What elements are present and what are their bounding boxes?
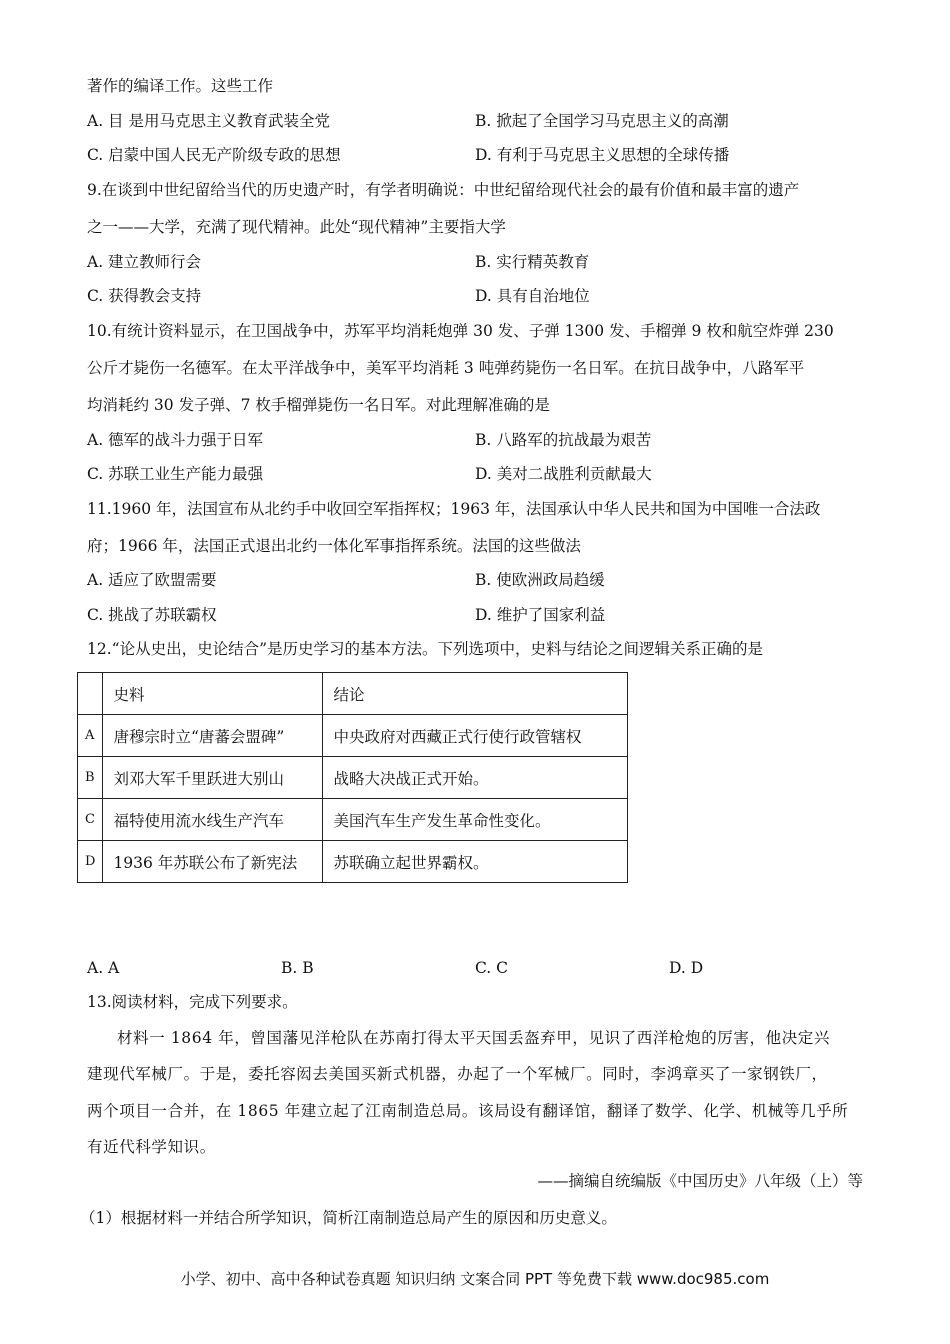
row-conclusion: 苏联确立起世界霸权。 xyxy=(323,841,628,883)
row-key: A xyxy=(78,715,103,757)
row-key: C xyxy=(78,799,103,841)
q9-option-c: C. 获得教会支持 xyxy=(87,287,202,305)
row-conclusion: 战略大决战正式开始。 xyxy=(323,757,628,799)
q9-option-a: A. 建立教师行会 xyxy=(87,253,202,271)
q12-stem: 12.“论从史出，史论结合”是历史学习的基本方法。下列选项中，史料与结论之间逻辑关系正确的是 xyxy=(87,640,764,658)
row-conclusion: 美国汽车生产发生革命性变化。 xyxy=(323,799,628,841)
q13-material-line-1: 材料一 1864 年，曾国藩见洋枪队在苏南打得太平天国丢盔弃甲，见识了西洋枪炮的厉害，他决定兴 xyxy=(117,1029,831,1047)
q11-stem-line-1: 11.1960 年，法国宣布从北约手中收回空军指挥权；1963 年，法国承认中华人民共和国为中国唯一合法政 xyxy=(87,500,821,518)
q11-stem-line-2: 府；1966 年，法国正式退出北约一体化军事指挥系统。法国的这些做法 xyxy=(87,537,581,555)
row-source: 1936 年苏联公布了新宪法 xyxy=(103,841,323,883)
row-key: D xyxy=(78,841,103,883)
q13-citation: ——摘编自统编版《中国历史》八年级（上）等 xyxy=(537,1172,863,1190)
table-row xyxy=(78,715,628,757)
q11-option-c: C. 挑战了苏联霸权 xyxy=(87,606,217,624)
table-header-key xyxy=(78,673,103,715)
q10-option-a: A. 德军的战斗力强于日军 xyxy=(87,431,264,449)
row-source: 福特使用流水线生产汽车 xyxy=(103,799,323,841)
table-header-source: 史料 xyxy=(103,673,323,715)
q8-option-a: A. 目 是用马克思主义教育武装全党 xyxy=(87,112,330,130)
q11-option-b: B. 使欧洲政局趋缓 xyxy=(475,571,605,589)
q8-stem-continuation: 著作的编译工作。这些工作 xyxy=(87,77,274,95)
row-key: B xyxy=(78,757,103,799)
row-source: 刘邓大军千里跃进大别山 xyxy=(103,757,323,799)
q12-option-a: A. A xyxy=(87,959,120,977)
table-row xyxy=(78,757,628,799)
q13-material-line-4: 有近代科学知识。 xyxy=(87,1138,216,1156)
q12-option-b: B. B xyxy=(281,959,314,977)
table-header-row xyxy=(78,673,628,715)
row-source: 唐穆宗时立“唐蕃会盟碑” xyxy=(103,715,323,757)
q9-option-d: D. 具有自治地位 xyxy=(475,287,590,305)
q9-stem-line-2: 之一——大学，充满了现代精神。此处“现代精神”主要指大学 xyxy=(87,218,506,236)
q12-option-d: D. D xyxy=(669,959,704,977)
table-row xyxy=(78,799,628,841)
q10-stem-line-3: 均消耗约 30 发子弹、7 枚手榴弹毙伤一名日军。对此理解准确的是 xyxy=(87,396,550,414)
q10-option-b: B. 八路军的抗战最为艰苦 xyxy=(475,431,652,449)
table-row xyxy=(78,841,628,883)
q8-option-d: D. 有利于马克思主义思想的全球传播 xyxy=(475,146,730,164)
q8-option-c: C. 启蒙中国人民无产阶级专政的思想 xyxy=(87,146,341,164)
q13-material-line-2: 建现代军械厂。于是，委托容闳去美国买新式机器，办起了一个军械厂。同时，李鸿章买了一家钢铁厂， xyxy=(87,1065,828,1083)
q12-source-table xyxy=(77,672,628,883)
q11-option-a: A. 适应了欧盟需要 xyxy=(87,571,217,589)
q10-option-d: D. 美对二战胜利贡献最大 xyxy=(475,465,652,483)
q11-option-d: D. 维护了国家利益 xyxy=(475,606,606,624)
q9-option-b: B. 实行精英教育 xyxy=(475,253,590,271)
q13-stem: 13.阅读材料，完成下列要求。 xyxy=(87,993,298,1011)
q10-option-c: C. 苏联工业生产能力最强 xyxy=(87,465,264,483)
q10-stem-line-1: 10.有统计资料显示，在卫国战争中，苏军平均消耗炮弹 30 发、子弹 1300 发、手榴弹 9 枚和航空炸弹 230 xyxy=(87,322,834,340)
q12-option-c: C. C xyxy=(475,959,509,977)
q13-sub-question-1: （1）根据材料一并结合所学知识，简析江南制造总局产生的原因和历史意义。 xyxy=(80,1209,617,1227)
q9-stem-line-1: 9.在谈到中世纪留给当代的历史遗产时，有学者明确说：中世纪留给现代社会的最有价值和最丰富的遗产 xyxy=(87,181,800,199)
q10-stem-line-2: 公斤才毙伤一名德军。在太平洋战争中，美军平均消耗 3 吨弹药毙伤一名日军。在抗日战争中，八路军平 xyxy=(87,359,805,377)
q13-material-line-3: 两个项目一合并，在 1865 年建立起了江南制造总局。该局设有翻译馆，翻译了数学、化学、机械等几乎所 xyxy=(87,1102,849,1120)
row-conclusion: 中央政府对西藏正式行使行政管辖权 xyxy=(323,715,628,757)
page-footer: 小学、初中、高中各种试卷真题 知识归纳 文案合同 PPT 等免费下载 www.doc985.com xyxy=(180,1270,770,1288)
table-header-conclusion: 结论 xyxy=(323,673,628,715)
q8-option-b: B. 掀起了全国学习马克思主义的高潮 xyxy=(475,112,729,130)
